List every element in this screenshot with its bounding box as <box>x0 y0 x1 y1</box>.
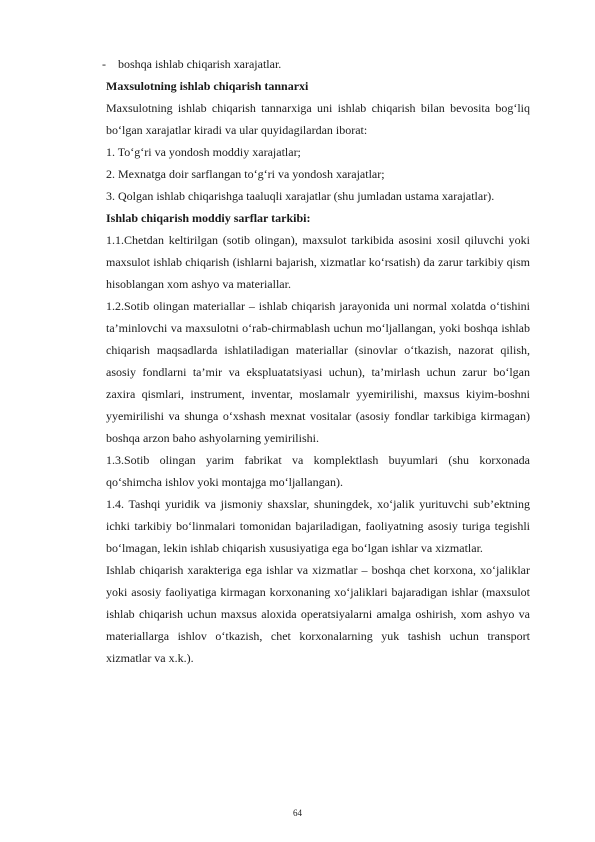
paragraph-services: Ishlab chiqarish xarakteriga ega ishlar va xizmatlar – boshqa chet korxona, xo‘jaliklar yoki asosiy faoliyatiga kirmagan korxonaning xo‘jaliklari bajaradigan ishlar (maxsulot ishlab chiqarish uchun maxsus aloxida operatsiyalarni amalga oshirish, xom ashyo va materiallarga ishlov o‘tkazish, chet korxonalarning yuk tashish uchun transport xizmatlar va x.k.). <box>106 563 530 665</box>
dash-marker: - <box>102 57 106 71</box>
list-item-1: 1. To‘g‘ri va yondosh moddiy xarajatlar; <box>106 145 301 159</box>
paragraph-1-2: 1.2.Sotib olingan materiallar – ishlab chiqarish jarayonida uni normal xolatda o‘tishini ta’minlovchi va maxsulotni o‘rab-chirmablash uchun mo‘ljallangan, yoki boshqa ishlab chiqarish maqsadlarda ishlatiladigan materiallar (sinovlar o‘tkazish, nazorat qilish, asosiy fondlarni ta’mir va ekspluatatsiyasi uchun), ta’mirlash uchun zarur bo‘lgan zaxira qismlari, instrument, inventar, moslamalr yyemirilishi, maxsus kiyim-boshni yyemirilishi va shunga o‘xshash mexnat vositalar (asosiy fondlar tarkibiga kirmagan) boshqa arzon baho ashyolarning yemirilishi. <box>106 299 530 445</box>
list-item-2: 2. Mexnatga doir sarflangan to‘g‘ri va yondosh xarajatlar; <box>106 167 385 181</box>
intro-paragraph: Maxsulotning ishlab chiqarish tannarxiga uni ishlab chiqarish bilan bevosita bog‘liq bo‘lgan xarajatlar kiradi va ular quyidagilardan iborat: <box>106 101 530 137</box>
section-heading-tannarx: Maxsulotning ishlab chiqarish tannarxi <box>106 79 309 93</box>
bullet-item <box>102 53 530 75</box>
section-heading-moddiy-sarflar: Ishlab chiqarish moddiy sarflar tarkibi: <box>106 211 311 225</box>
paragraph-1-4: 1.4. Tashqi yuridik va jismoniy shaxslar, shuningdek, xo‘jalik yurituvchi sub’ektning ichki tarkibiy bo‘linmalari tomonidan bajariladigan, faoliyatning asosiy turiga tegishli bo‘lmagan, lekin ishlab chiqarish xususiyatiga ega bo‘lgan ishlar va xizmatlar. <box>106 497 530 555</box>
page-number: 64 <box>293 808 302 818</box>
paragraph-1-1: 1.1.Chetdan keltirilgan (sotib olingan), maxsulot tarkibida asosini xosil qiluvchi yoki maxsulot ishlab chiqarish (ishlarni bajarish, xizmatlar ko‘rsatish) da zarur tarkibiy qism hisoblangan xom ashyo va materiallar. <box>106 233 530 291</box>
page-body <box>102 53 530 669</box>
list-item-3: 3. Qolgan ishlab chiqarishga taaluqli xarajatlar (shu jumladan ustama xarajatlar). <box>106 189 495 203</box>
paragraph-1-3: 1.3.Sotib olingan yarim fabrikat va komplektlash buyumlari (shu korxonada qo‘shimcha ishlov yoki montajga mo‘ljallangan). <box>106 453 530 489</box>
bullet-item-text: boshqa ishlab chiqarish xarajatlar. <box>118 57 282 71</box>
